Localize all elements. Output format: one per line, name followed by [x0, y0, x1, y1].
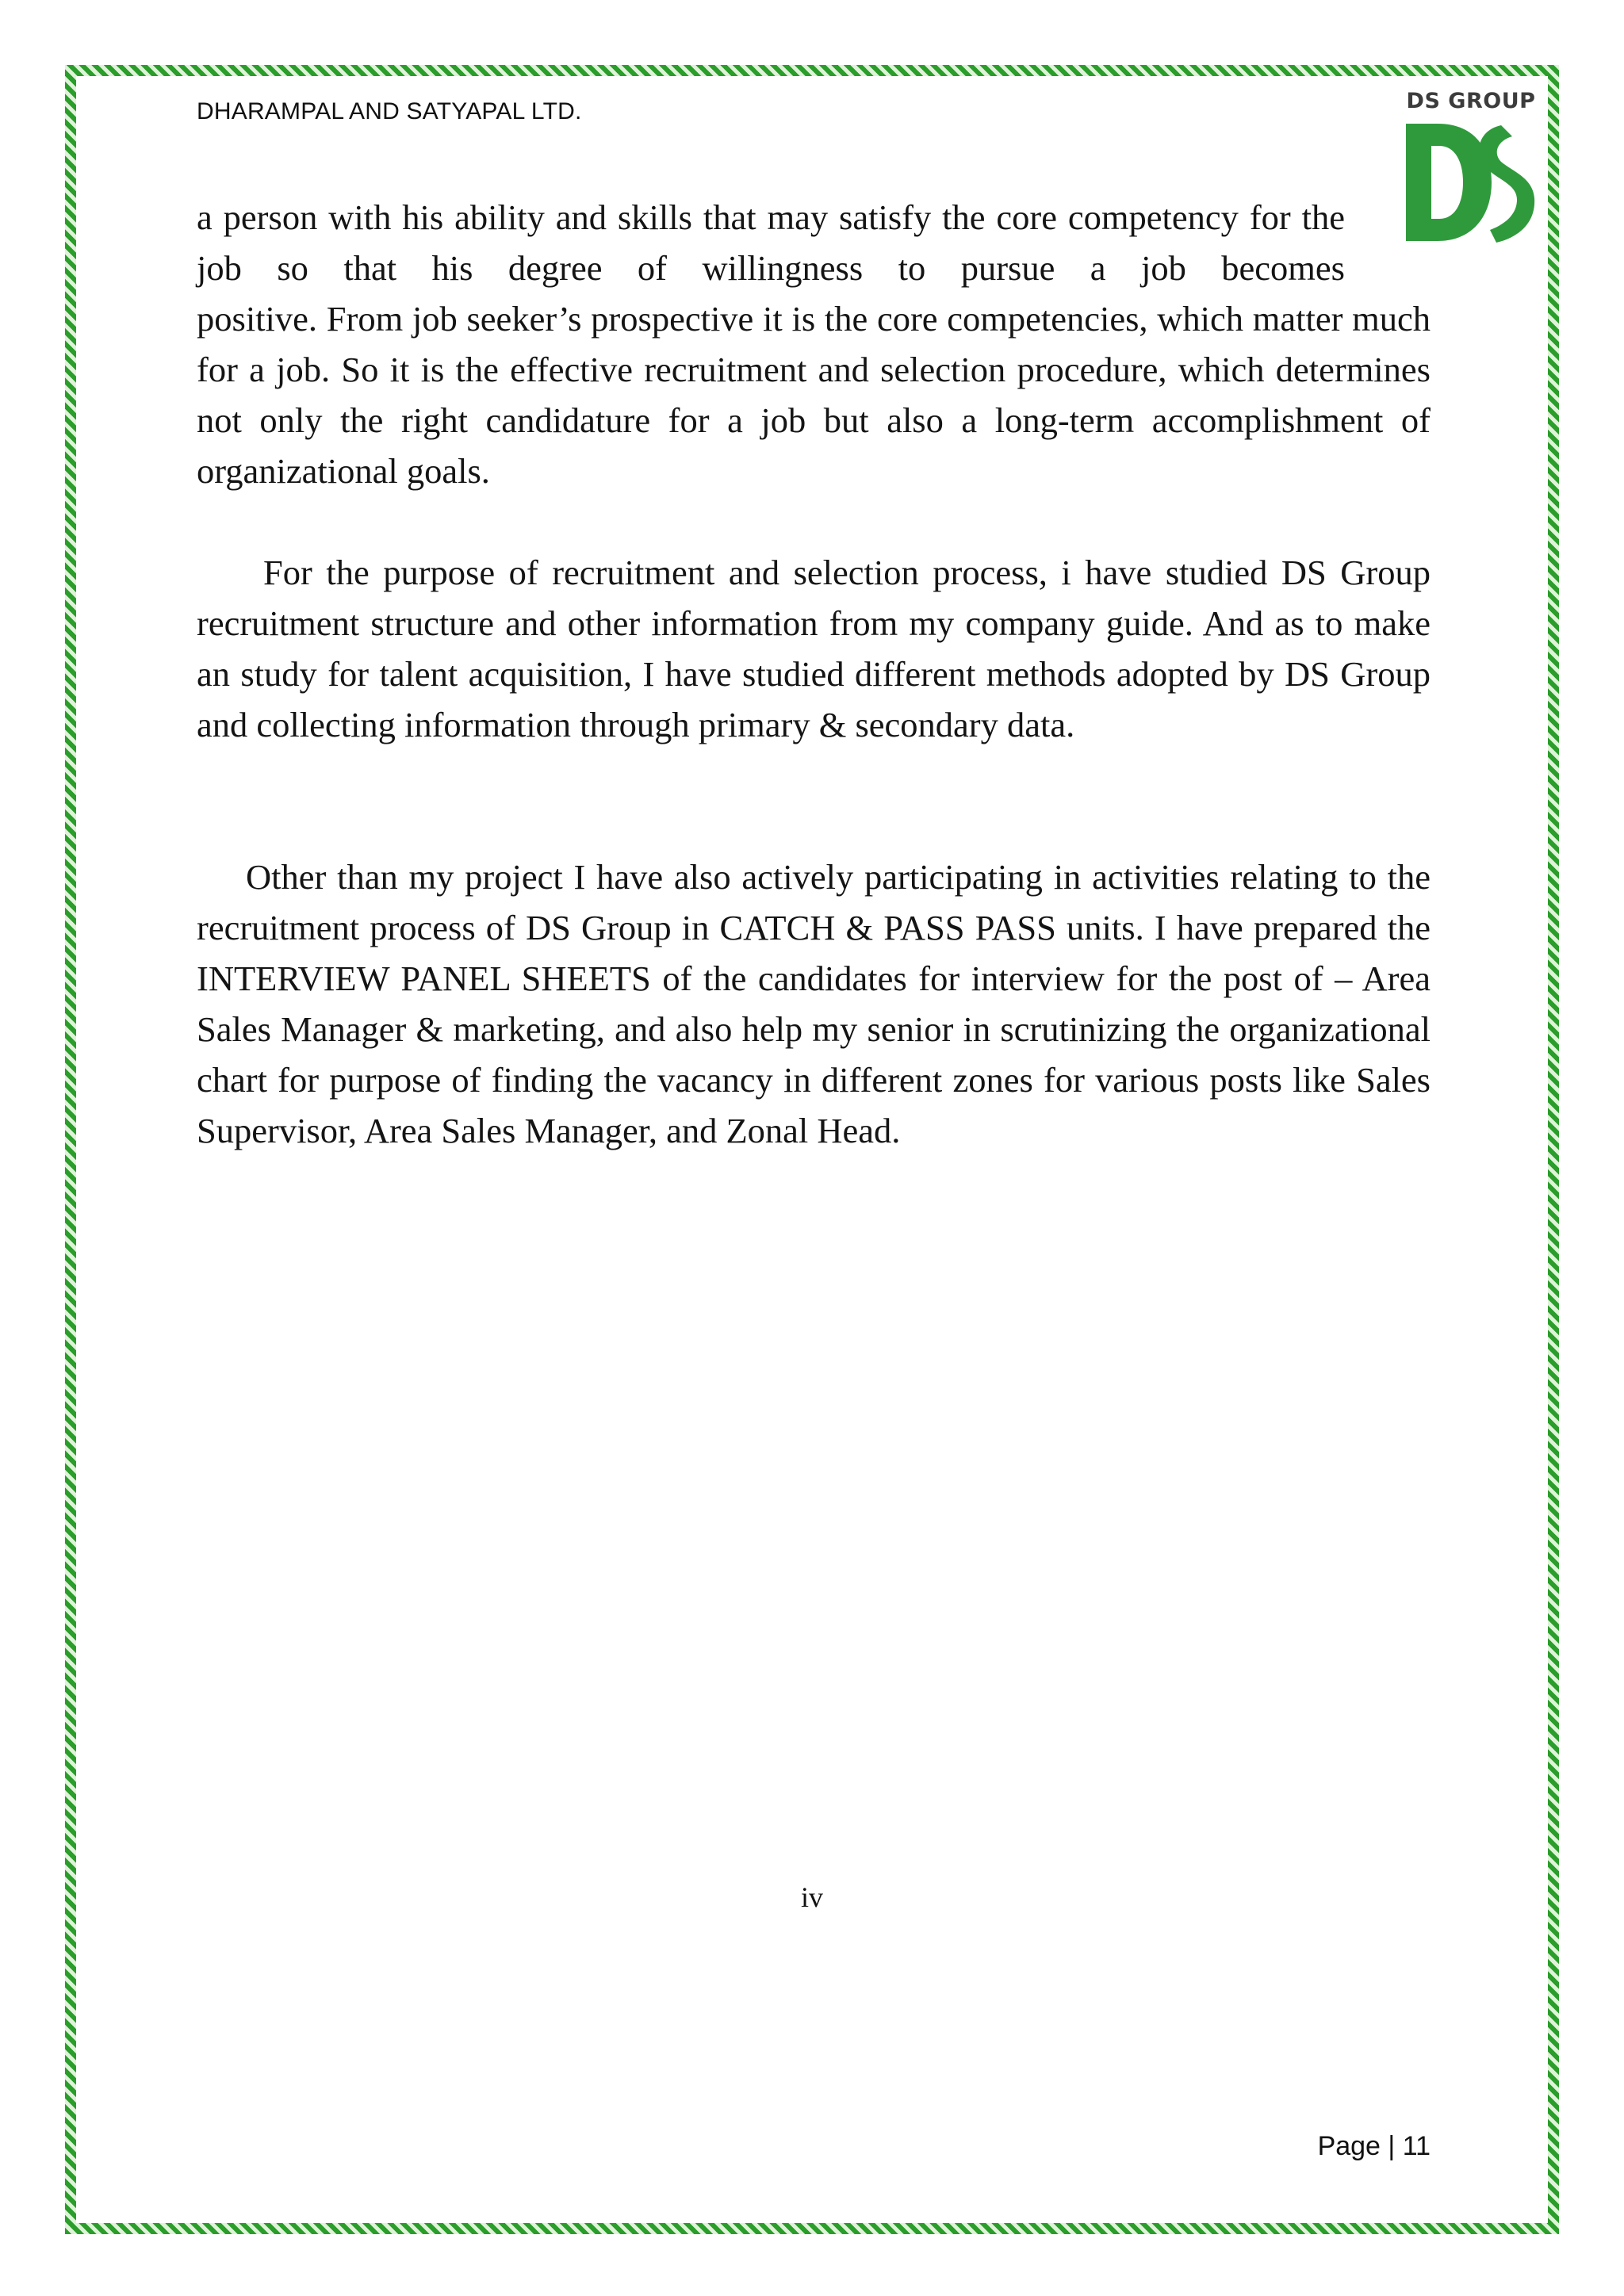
paragraph-2: For the purpose of recruitment and selection process, i have studied DS Group recruitment structure and other information from my company guide. And as to make an study for talent acquisition, I have studied different methods adopted by DS Group and collecting information through primary & secondary data.: [197, 553, 1431, 744]
paragraph-1-rest: positive. From job seeker’s prospective it is the core competencies, which matter much for a job. So it is the effective recruitment and selection procedure, which determines not only the right candidature for a job but also a long-term accomplishment of organizational goals.: [197, 299, 1431, 491]
ds-group-logo: [1400, 89, 1542, 247]
roman-page-number: iv: [800, 1881, 823, 1913]
paragraph-1-wrapped: a person with his ability and skills that may satisfy the core competency for the job so that his degree of willingness to pursue a job becomes: [197, 197, 1345, 288]
company-header: DHARAMPAL AND SATYAPAL LTD.: [197, 98, 582, 124]
page-number: Page | 11: [1317, 2131, 1431, 2161]
ds-logo-icon: [1404, 121, 1538, 244]
paragraph-3: Other than my project I have also actively participating in activities relating to the recruitment process of DS Group in CATCH & PASS PASS units. I have prepared the INTERVIEW PANEL SHEETS of the candidates for interview for the post of – Area Sales Manager & marketing, and also help my senior in scrutinizing the organizational chart for purpose of finding the vacancy in different zones for various posts like Sales Supervisor, Area Sales Manager, and Zonal Head.: [197, 857, 1431, 1150]
logo-text: DS GROUP: [1406, 89, 1536, 113]
